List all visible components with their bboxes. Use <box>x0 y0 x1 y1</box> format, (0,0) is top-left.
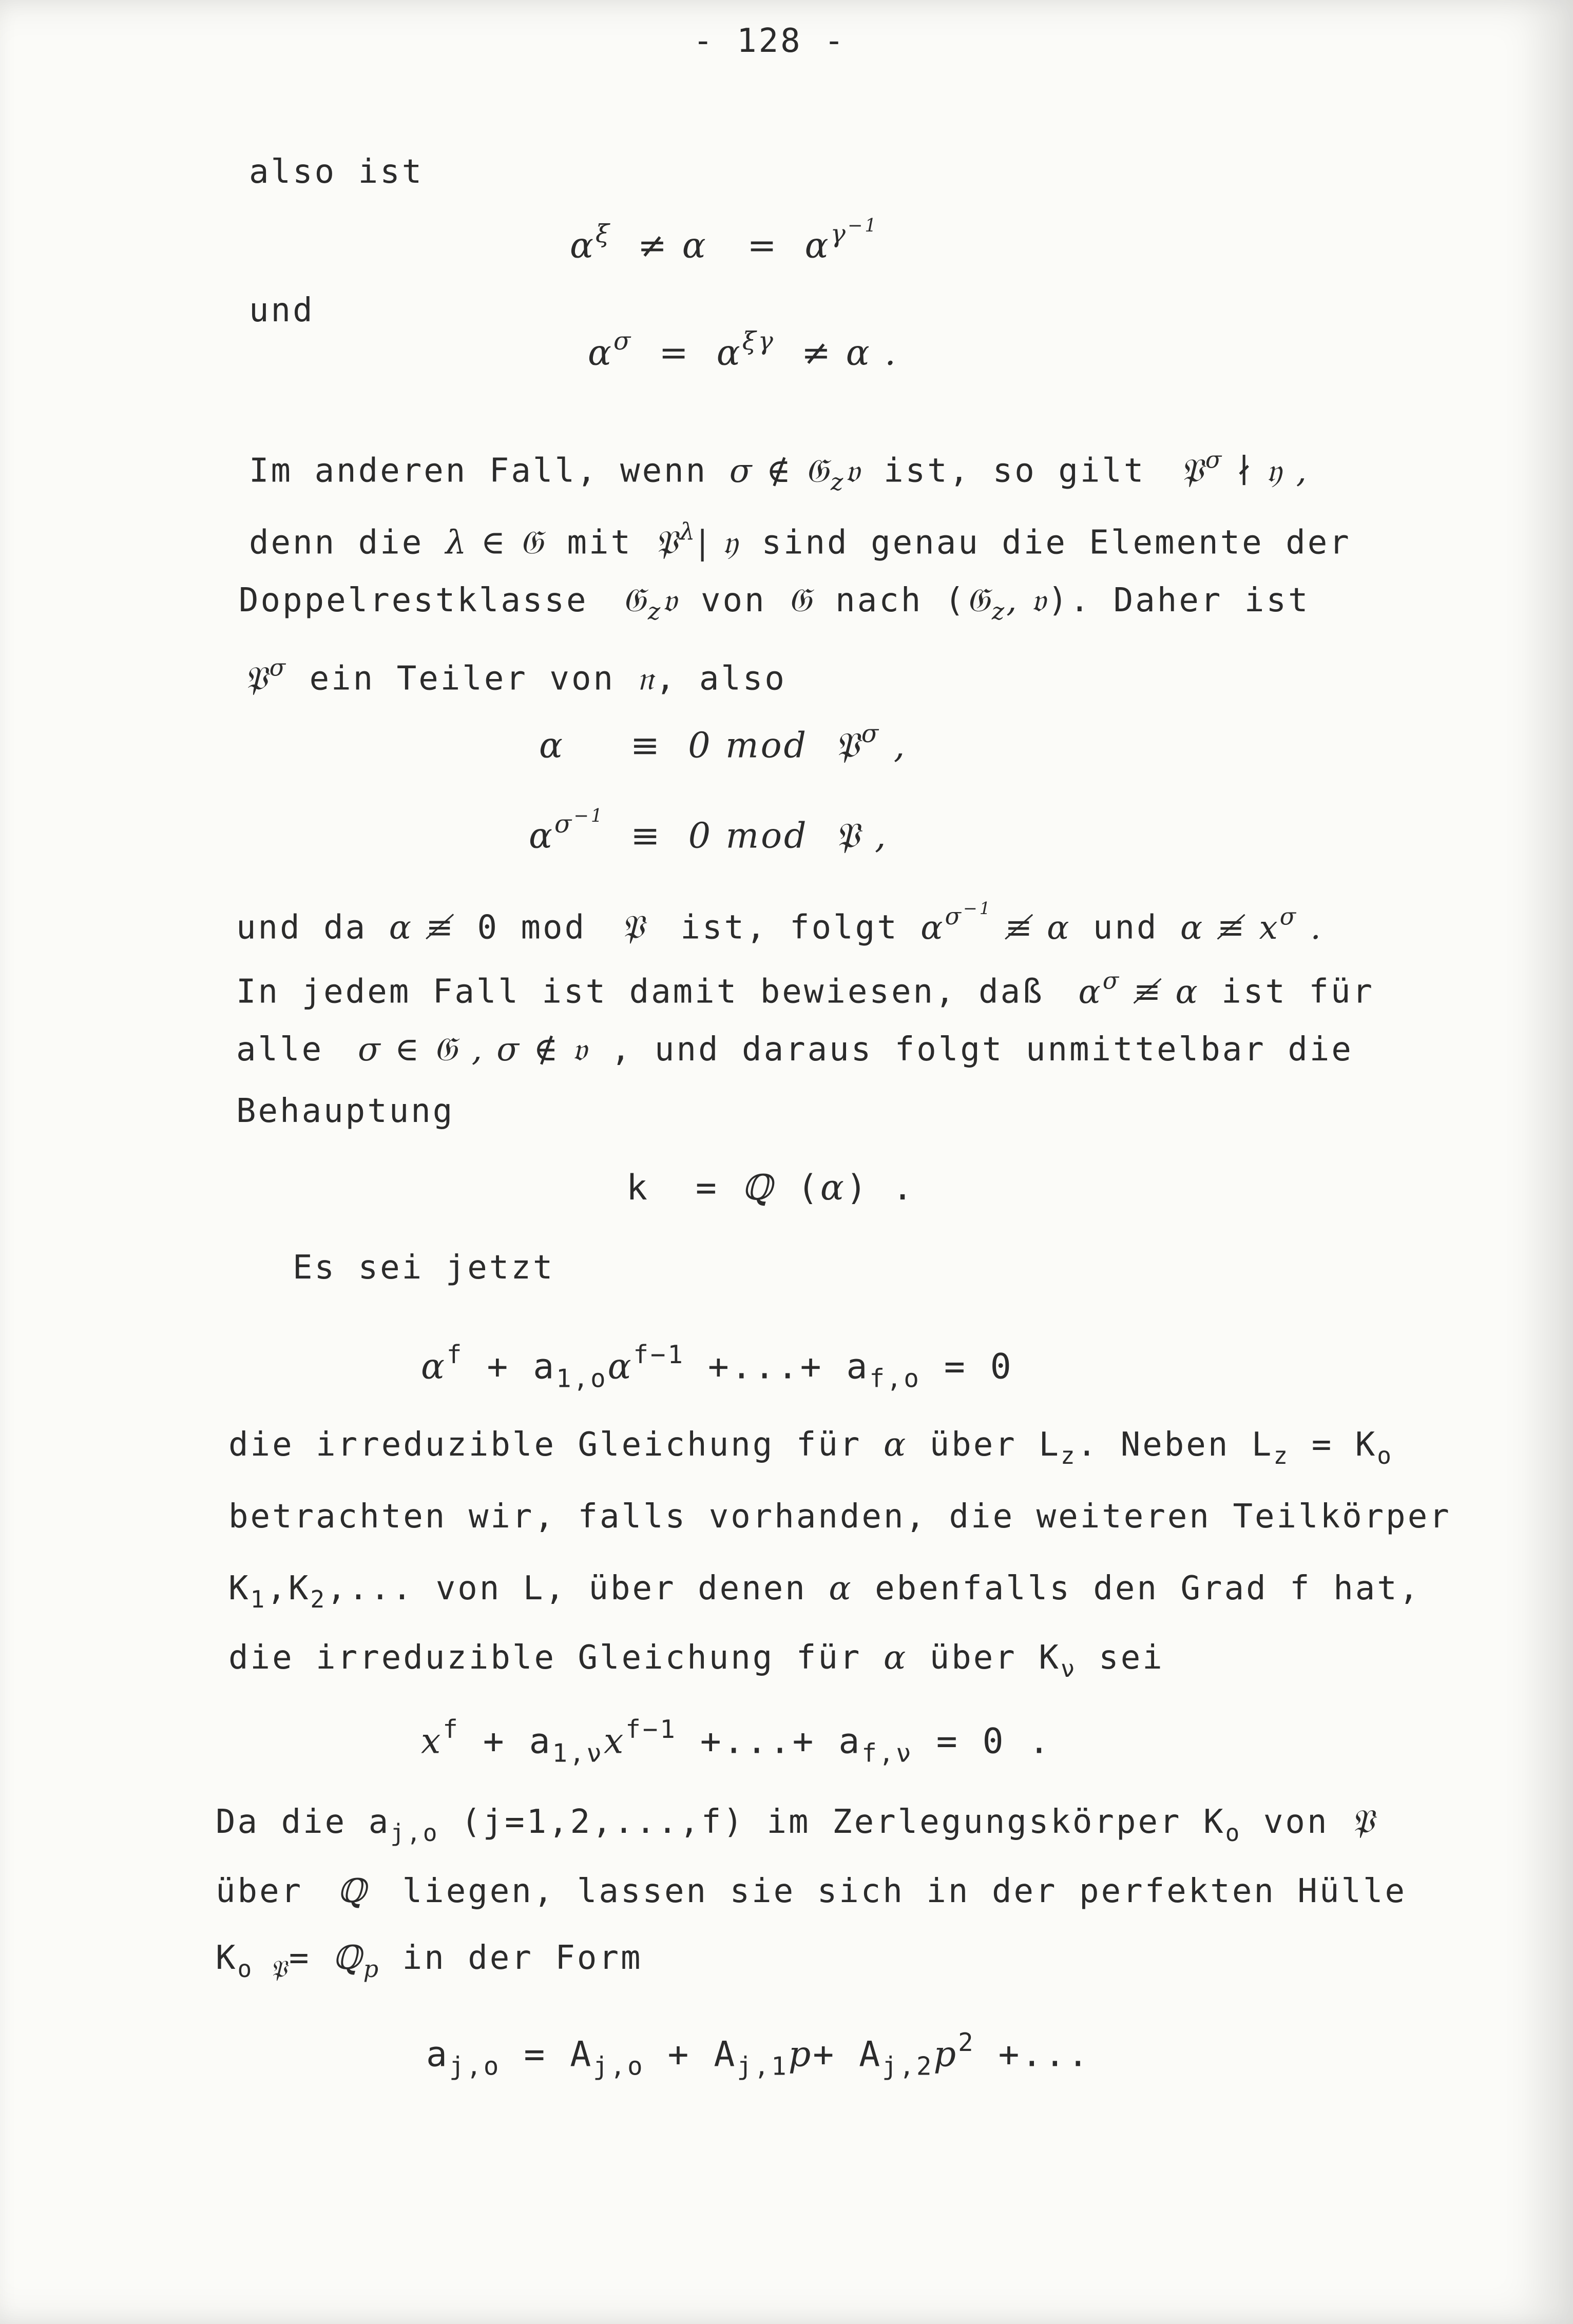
text-line-16: Es sei jetzt <box>293 1249 555 1287</box>
equation-3: α ≡ 0 mod 𝔓$^\sigma$ , <box>539 719 907 766</box>
text-line-24: über ℚ liegen, lassen sie sich in der perfekten Hülle <box>216 1872 1407 1910</box>
text-line-11: und da α ≢ 0 mod 𝔓 ist, folgt $\alpha^{\sigma^{-1}}$ ≢ α und α ≢ $x^\sigma$ . <box>236 898 1323 947</box>
text-line-und: und <box>249 292 315 330</box>
text-line-1: also ist <box>249 153 424 191</box>
text-line-20: $K_1,K_2$,... von L, über denen α ebenfalls den Grad f hat, <box>228 1570 1421 1614</box>
text-line-8: 𝔓$^\sigma$ ein Teiler von 𝔫, also <box>244 653 786 698</box>
text-line-7: Doppelrestklasse 𝔊$_z$𝔳 von 𝔊 nach (𝔊$_z$, 𝔳). Daher ist <box>239 582 1310 626</box>
text-line-13: alle σ ∈ 𝔊 , σ ∉ 𝔳 , und daraus folgt unmittelbar die <box>236 1031 1353 1069</box>
equation-6: $\alpha^f + a_{1,o}\alpha^{f-1}$ +...+ $a_{f,o} = 0$ <box>421 1340 1013 1393</box>
text-line-5: Im anderen Fall, wenn σ ∉ 𝔊$_z$𝔳 ist, so gilt 𝔓$^\sigma$ ∤ 𝔶 , <box>249 446 1309 496</box>
text-line-6: denn die λ ∈ 𝔊 mit 𝔓$^\lambda$| 𝔶 sind genau die Elemente der <box>249 517 1351 562</box>
equation-7: $x^f + a_{1,\nu}x^{f-1}$ +...+ $a_{f,\nu} = 0$ . <box>421 1715 1052 1768</box>
equation-5: k = ℚ (α) . <box>626 1168 915 1208</box>
text-line-23: Da die $a_{j,o}$ (j=1,2,...,f) im Zerlegungskörper $K_o$ von 𝔓 <box>216 1803 1376 1847</box>
text-line-19: betrachten wir, falls vorhanden, die weiteren Teilkörper <box>228 1498 1451 1536</box>
equation-1: $\alpha^\xi \ne \alpha = \alpha^{\gamma^{-1}}$ <box>570 215 878 266</box>
page-number: - 128 - <box>693 22 846 60</box>
text-line-21: die irreduzible Gleichung für α über $K_\nu$ sei <box>228 1639 1164 1683</box>
equation-2: $\alpha^\sigma = \alpha^{\xi\gamma} \ne \alpha$ . <box>588 326 898 374</box>
text-line-25: $K_{o 𝔓}=$ ℚ$_p$ in der Form <box>216 1939 643 1983</box>
text-line-18: die irreduzible Gleichung für α über $L_z$. Neben $L_z = K_o$ <box>228 1426 1394 1470</box>
text-line-14: Behauptung <box>236 1092 455 1130</box>
equation-8: $a_{j,o} = A_{j,o} + A_{j,1}p+ A_{j,2}p^2$ +... <box>426 2028 1091 2081</box>
text-line-12: In jedem Fall ist damit bewiesen, daß $\alpha^\sigma$ ≢ α ist für <box>236 966 1374 1011</box>
equation-4: $\alpha^{\sigma^{-1}} \equiv 0$ mod 𝔓 , <box>529 805 888 857</box>
